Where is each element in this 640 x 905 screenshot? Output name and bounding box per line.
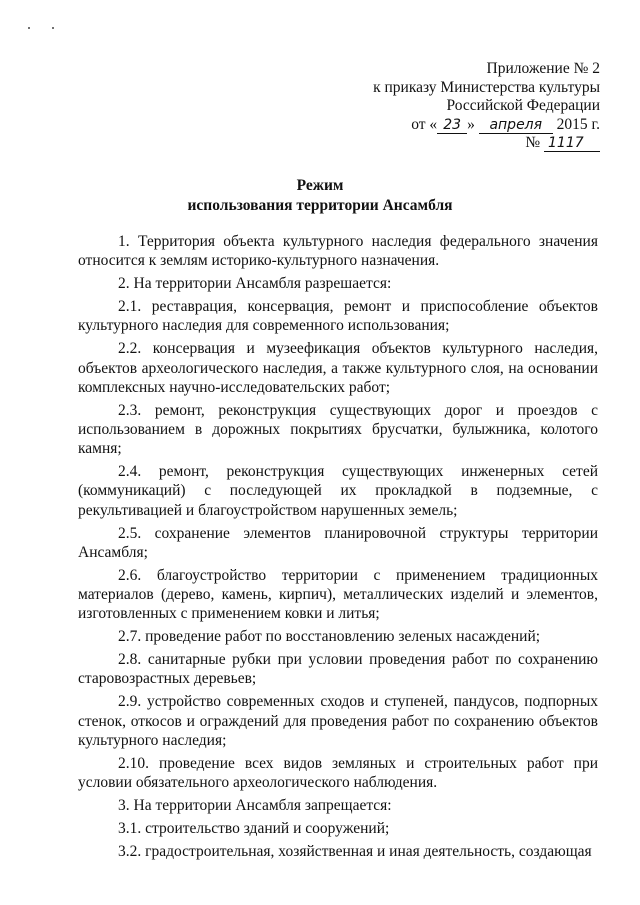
number-prefix: № (525, 134, 541, 151)
scan-speck (28, 27, 30, 29)
order-date-line (373, 116, 600, 135)
paragraph: 2.6. благоустройство территории с применением традиционных материалов (дерево, камень, кирпич), металлических изделий и элементов, изготовленных с применением ковки и литья; (78, 566, 598, 623)
scan-speck (52, 27, 54, 29)
paragraph: 3. На территории Ансамбля запрещается: (118, 797, 392, 815)
paragraph: 2.7. проведение работ по восстановлению зеленых насаждений; (118, 628, 541, 646)
paragraph: 2.3. ремонт, реконструкция существующих дорог и проездов с использованием в дорожных покрытиях брусчатки, булыжника, колотого камня; (78, 401, 598, 458)
date-prefix: от « (411, 115, 438, 133)
paragraph: 2.5. сохранение элементов планировочной структуры территории Ансамбля; (78, 524, 598, 561)
date-year: 2015 г. (556, 115, 600, 133)
paragraph: 2.10. проведение всех видов земляных и строительных работ при условии обязательного археологического наблюдения. (78, 754, 598, 792)
order-reference: к приказу Министерства культуры (373, 78, 600, 96)
title-line-2: использования территории Ансамбля (187, 197, 453, 214)
paragraph: 2.9. устройство современных сходов и ступеней, пандусов, подпорных стенок, откосов и ограждений для проведения работ по сохранению объектов культурного наследия; (78, 693, 598, 749)
ministry-country: Российской Федерации (446, 97, 600, 114)
paragraph: 2.1. реставрация, консервация, ремонт и приспособление объектов культурного наследия для современного использования; (78, 298, 598, 335)
paragraph: 3.2. градостроительная, хозяйственная и иная деятельность, создающая (118, 843, 592, 861)
handwritten-number: 1117 (544, 136, 600, 152)
scan-specks (28, 16, 76, 34)
appendix-label: Приложение № 2 (486, 60, 600, 77)
title-line-1: Режим (296, 177, 344, 194)
paragraph: 3.1. строительство зданий и сооружений; (118, 820, 390, 838)
appendix-header (373, 60, 600, 153)
document-body (78, 232, 598, 861)
paragraph: 2.4. ремонт, реконструкция существующих инженерных сетей (коммуникаций) с последующей их прокладкой в подземные, с рекультивацией и благоустройством нарушенных земель; (78, 463, 598, 519)
date-separator: » (467, 115, 475, 133)
handwritten-day: 23 (437, 118, 467, 134)
paragraph: 2.2. консервация и музеефикация объектов культурного наследия, объектов археологического наследия, а также культурного слоя, на основании комплексных научно-исследовательских работ; (78, 340, 598, 396)
paragraph: 1. Территория объекта культурного наследия федерального значения относится к землям историко-культурного назначения. (78, 233, 598, 270)
document-title (0, 176, 640, 216)
paragraph: 2. На территории Ансамбля разрешается: (118, 275, 392, 293)
paragraph: 2.8. санитарные рубки при условии проведения работ по сохранению старовозрастных деревьев; (78, 651, 598, 688)
handwritten-month: апреля (479, 118, 553, 134)
order-number-line (373, 134, 600, 153)
